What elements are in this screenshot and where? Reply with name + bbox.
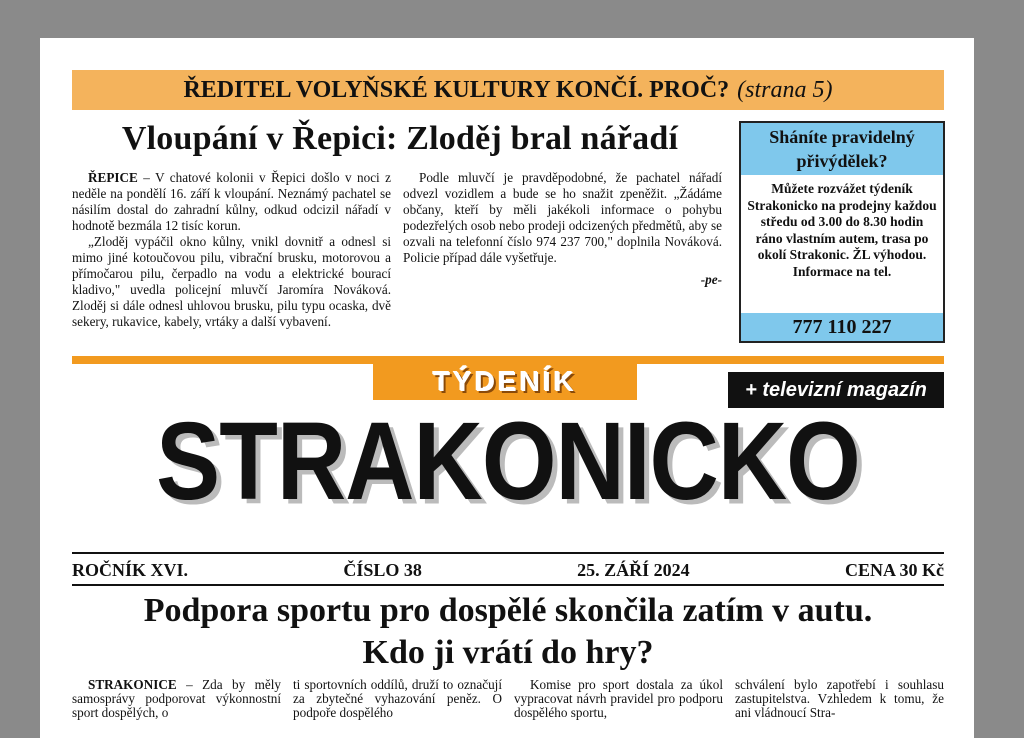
- article2-column-4-text: schválení bylo zapotřebí i souhlasu zastupitelstva. Vzhledem k tomu, že ani vládnoucí Stra-: [735, 677, 944, 720]
- issue-bar-top-rule: [72, 552, 944, 554]
- article1-paragraph-2: „Zloděj vypáčil okno kůlny, vnikl dovnitř a odnesl si mimo jiné kotoučovou pilu, vibrační brusku, motorovou a přímočarou pilu, čerpadlo na vodu a elektrické bourací kladivo," uvedla policejní mluvčí Jaromíra Nováková. Zloděj si dále odnesl uhlovou brusku, pilu typu ocaska, dvě sekery, rukavice, kabely, vrtáky a další vybavení.: [72, 234, 391, 329]
- job-ad-box: [739, 121, 945, 343]
- article2-title: [72, 590, 944, 674]
- article2-column-4: [735, 678, 944, 720]
- issue-date: 25. ZÁŘÍ 2024: [577, 560, 690, 580]
- issue-price: CENA 30 Kč: [845, 560, 944, 580]
- article1-paragraph-3: Podle mluvčí je pravděpodobné, že pachatel nářadí odvezl vozidlem a bude se ho snažit zpeněžit. „Žádáme občany, kteří by měli jakékoli informace o pohybu podezřelých osob nebo prodeji odcizených předmětů, aby se ozvali na telefonní číslo 974 237 700," doplnila Nováková. Policie případ dále vyšetřuje.: [403, 170, 722, 265]
- top-banner-headline: ŘEDITEL VOLYŇSKÉ KULTURY KONČÍ. PROČ?: [183, 76, 730, 103]
- newspaper-page: [40, 38, 974, 738]
- article2-title-line-1: Podpora sportu pro dospělé skončila zatím v autu.: [143, 592, 873, 629]
- issue-info-bar: [72, 556, 944, 584]
- article2-column-1-text: – Zda by měly samosprávy podporovat výkonnostní sport dospělých, o: [72, 677, 281, 720]
- article2-column-1: [72, 678, 281, 720]
- issue-volume: ROČNÍK XVI.: [72, 560, 189, 580]
- article2-column-3-text: Komise pro sport dostala za úkol vypracovat návrh pravidel pro podporu dospělého sportu,: [514, 677, 723, 720]
- tv-magazine-badge: + televizní magazín: [728, 372, 944, 408]
- article2-title-line-2: Kdo ji vrátí do hry?: [362, 634, 654, 671]
- issue-bar-bottom-rule: [72, 584, 944, 586]
- masthead-orange-line: [72, 356, 944, 364]
- article2-body: [72, 678, 944, 720]
- article2-column-2: [293, 678, 502, 720]
- masthead-label: TÝDENÍK: [373, 364, 637, 400]
- job-ad-title: Sháníte pravidelný přivýdělek?: [741, 123, 943, 175]
- masthead-title: STRAKONICKO: [156, 399, 860, 523]
- article1-dateline: ŘEPICE: [88, 170, 138, 185]
- article1-column-1: [72, 170, 391, 330]
- article2-column-2-text: ti sportovních oddílů, druží to označují za zbytečné vyhazování peněz. O podpoře dospělého: [293, 677, 502, 720]
- article1-column-2: [403, 170, 722, 330]
- top-banner: [72, 70, 944, 110]
- issue-number: ČÍSLO 38: [343, 560, 422, 580]
- article1-signature: -pe-: [700, 272, 722, 287]
- job-ad-phone: 777 110 227: [741, 313, 943, 341]
- article1-paragraph-1: – V chatové kolonii v Řepici došlo v noci z neděle na pondělí 16. září k vloupání. Neznámý pachatel se násilím dostal do zahradní kůlny, odkud odcizil nářadí v hodnotě bezmála 12 tisíc korun.: [72, 170, 392, 233]
- article1-title: Vloupání v Řepici: Zloděj bral nářadí: [121, 120, 679, 157]
- job-ad-body: Můžete rozvážet týdeník Strakonicko na prodejny každou středu od 3.00 do 8.30 hodin ráno vlastním autem, trasa po okolí Strakonic. ŽL výhodou. Informace na tel.: [747, 181, 937, 279]
- top-banner-page-ref: (strana 5): [737, 76, 833, 103]
- article2-column-3: [514, 678, 723, 720]
- article1-body: [72, 170, 722, 330]
- article2-dateline: STRAKONICE: [88, 677, 177, 692]
